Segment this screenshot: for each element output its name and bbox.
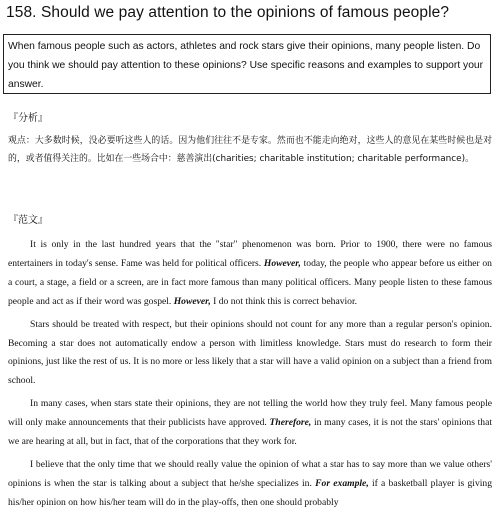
essay-connector: Therefore, — [269, 417, 312, 429]
essay-text: today, the people who appear before us either on a court, a stage, a field or a screen, are in fact more famous than many political officers. Many people listen to these famous people and act as if their word was gospel. — [8, 257, 492, 307]
model-essay — [8, 236, 492, 517]
essay-text: in many cases, it is not the stars' opinions that we are hearing at all, but in fact, that of the corporations that they work for. — [8, 417, 492, 448]
analysis-heading: 『分析』 — [8, 113, 48, 124]
essay-text: I do not think this is correct behavior. — [210, 295, 358, 307]
analysis-text: 观点：大多数时候，没必要听这些人的话。因为他们往往不是专家。然而也不能走向绝对，这些人的意见在某些时候也是对的，或者值得关注的。比如在一些场合中：慈善演出(charities; charitable institution; charitable performance)。 — [8, 136, 492, 164]
essay-heading: 『范文』 — [8, 215, 48, 226]
essay-paragraph-1 — [8, 236, 492, 312]
question-title: 158. Should we pay attention to the opinions of famous people? — [6, 4, 450, 21]
essay-text: In many cases, when stars state their opinions, they are not telling the world how they truly feel. Many famous people will only make announcements that their publicists have approved. — [8, 398, 492, 429]
essay-text: It is only in the last hundred years that the "star" phenomenon was born. Prior to 1900, there were no famous entertainers in today's sense. Fame was held for political officers. — [8, 239, 492, 269]
essay-connector: However, — [263, 257, 301, 269]
essay-paragraph-2: Stars should be treated with respect, but their opinions should not count for any more than a regular person's opinion. Becoming a star does not automatically endow a person with limitless knowledge. Stars must do research to form their opinions, just like the rest of us. It is no more or less likely that a star will have a valid opinion on a subject than a friend from school. — [8, 318, 492, 387]
essay-connector: For example, — [315, 477, 369, 489]
essay-paragraph-3 — [8, 395, 492, 452]
essay-text: I believe that the only time that we should really value the opinion of what a star has to say more than we value others' opinions is when the star is talking about a subject that he/she specializes in. — [8, 458, 492, 489]
essay-paragraph-4 — [8, 456, 492, 513]
question-prompt-text: When famous people such as actors, athletes and rock stars give their opinions, many people listen. Do you think we should pay attention to these opinions? Use specific reasons and examples to support your answer. — [8, 41, 484, 91]
question-prompt-box — [3, 34, 491, 94]
essay-text: if a basketball player is giving his/her opinion on how his/her team will do in the play-offs, then one should probably — [8, 477, 492, 508]
essay-connector: However, — [173, 295, 211, 307]
